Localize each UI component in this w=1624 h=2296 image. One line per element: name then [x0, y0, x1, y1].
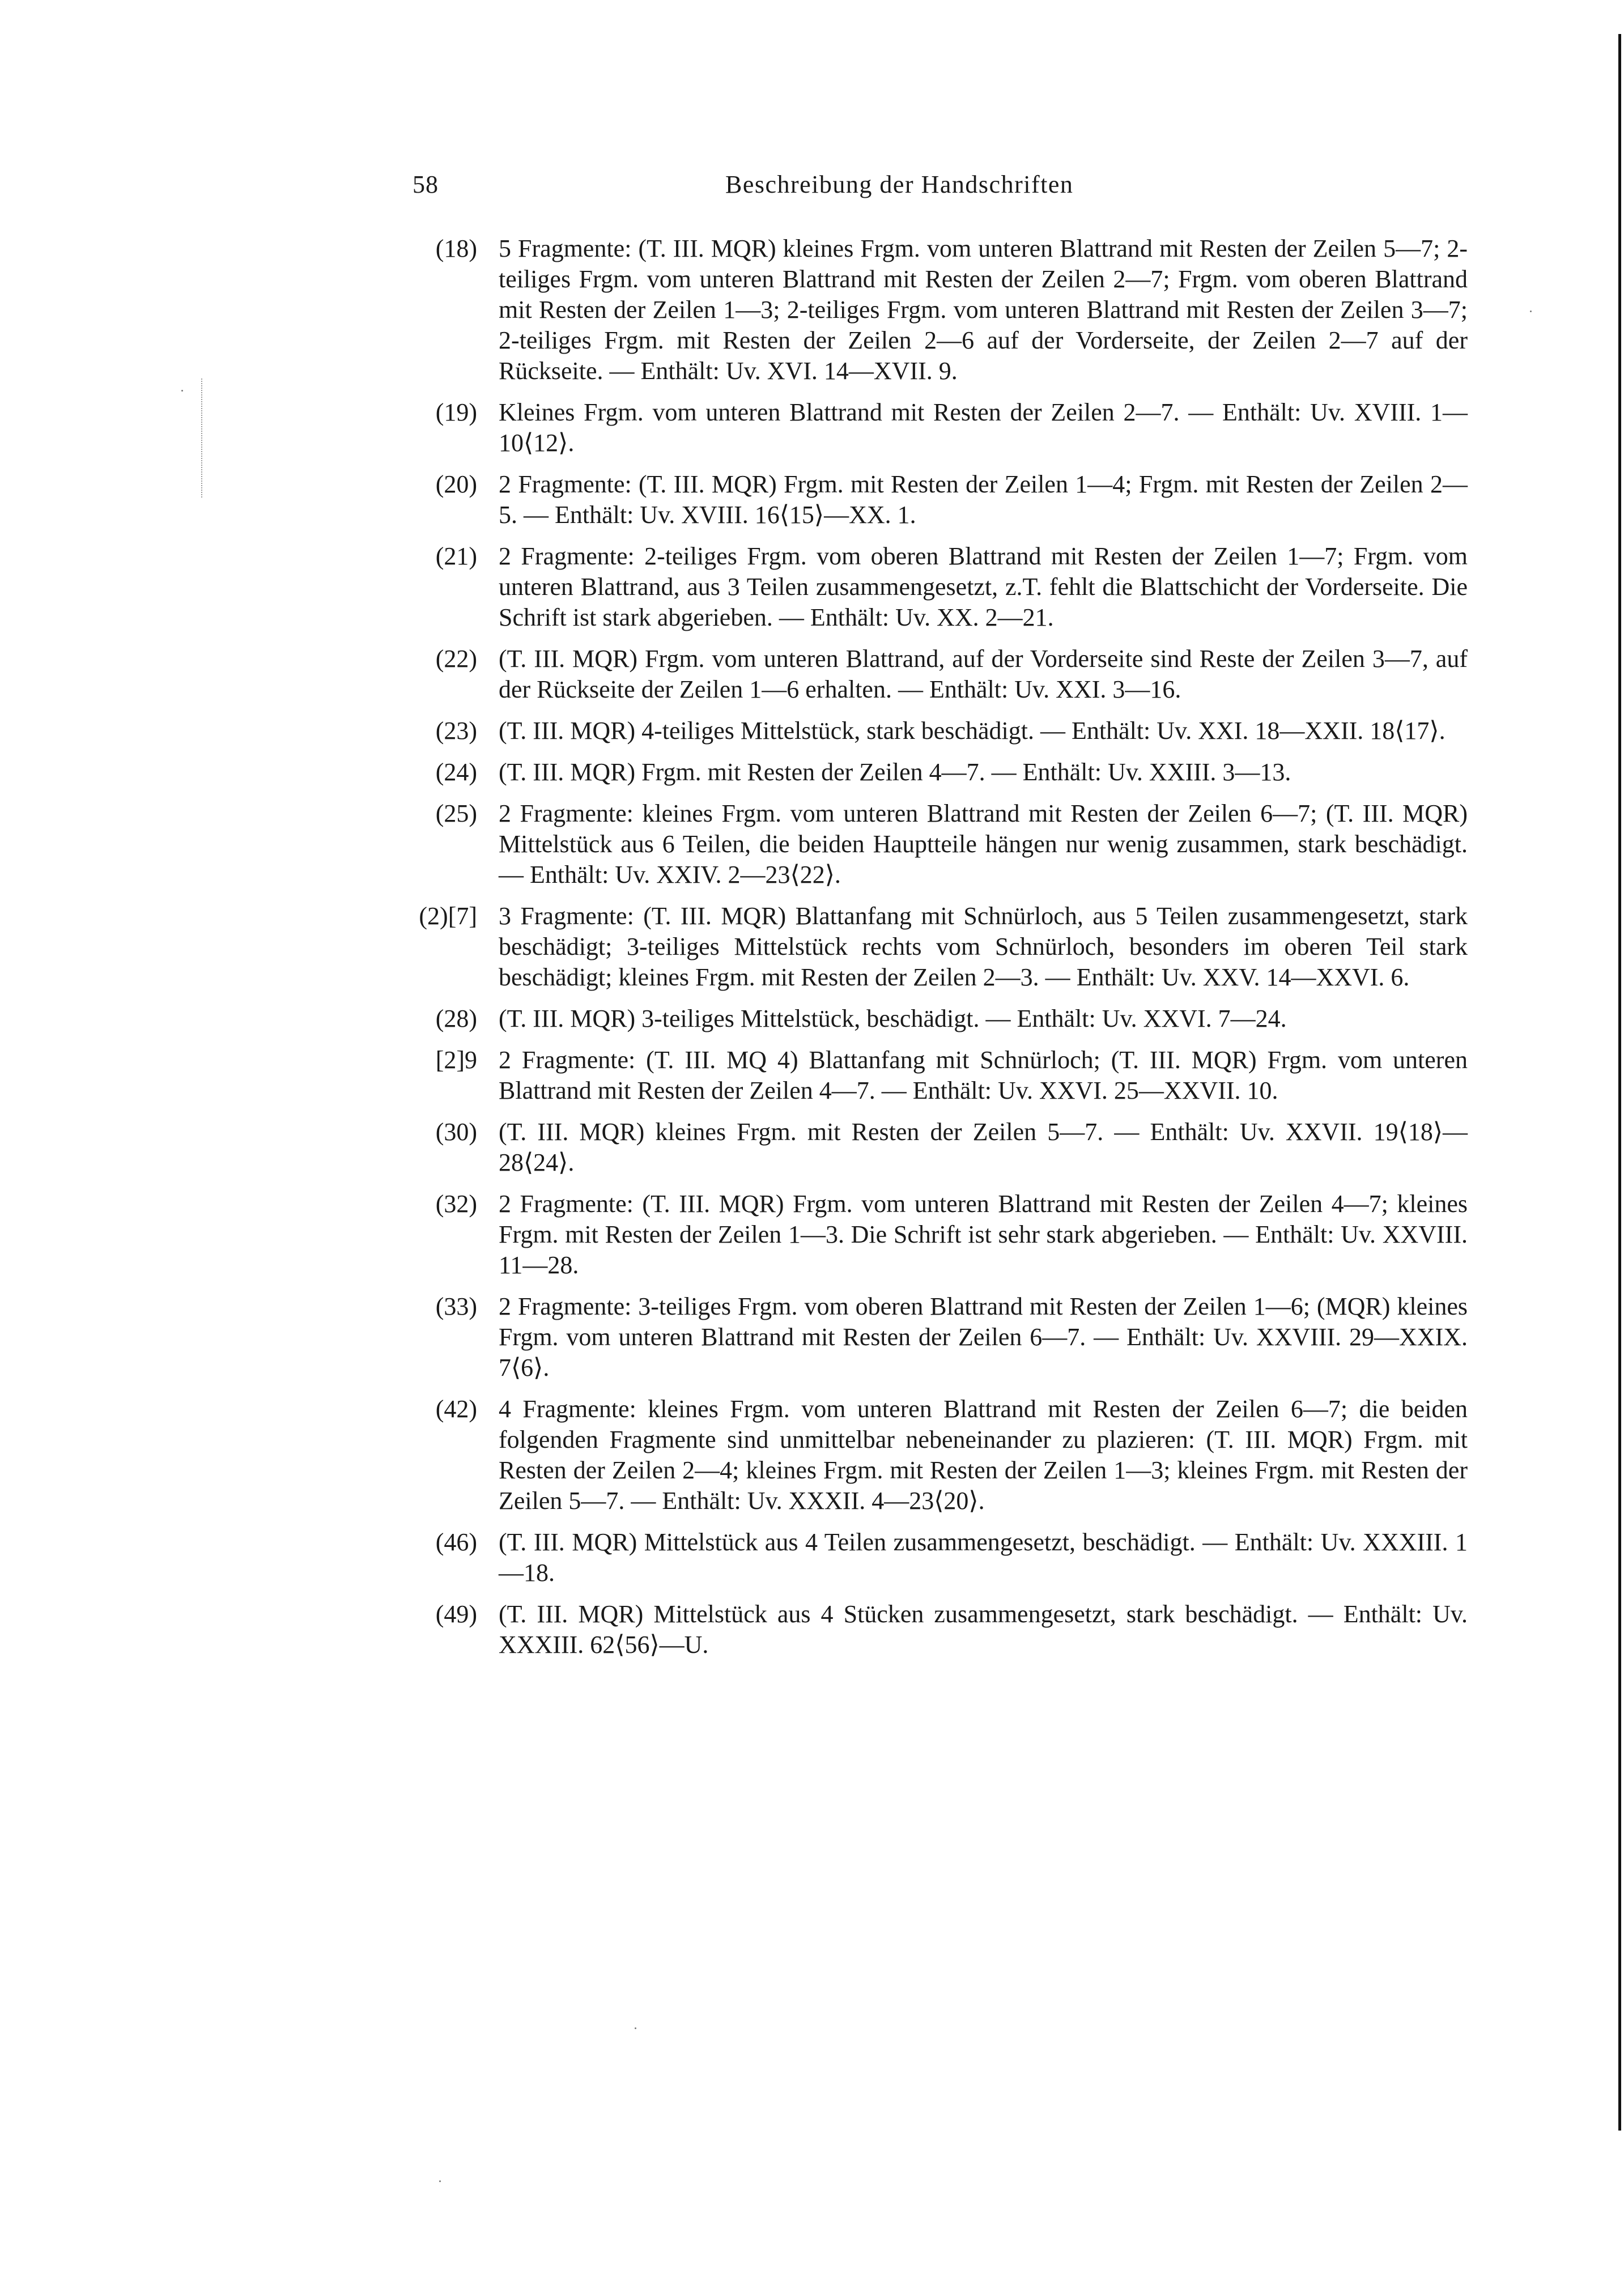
entry-20 [408, 469, 1468, 530]
entry-text: (T. III. MQR) Frgm. mit Resten der Zeilen 4—7. — Enthält: Uv. XXIII. 3—13. [499, 758, 1291, 786]
scan-speck [439, 2180, 441, 2182]
entry-22 [408, 644, 1468, 705]
entry-27 [408, 901, 1468, 993]
entry-29 [408, 1045, 1468, 1106]
entry-number: (19) [435, 398, 477, 426]
entry-text: (T. III. MQR) Mittelstück aus 4 Teilen zusammengesetzt, beschädigt. — Enthält: Uv. XXXIII. 1—18. [499, 1528, 1468, 1587]
entry-text: (T. III. MQR) 4-teiliges Mittelstück, stark beschädigt. — Enthält: Uv. XXI. 18—XXII. 18⟨17⟩. [499, 717, 1446, 745]
entry-number: (23) [435, 717, 477, 745]
entry-25 [408, 798, 1468, 890]
entry-text: 2 Fragmente: kleines Frgm. vom unteren Blattrand mit Resten der Zeilen 6—7; (T. III. MQR) Mittelstück aus 6 Teilen, die beiden Hauptteile hängen nur wenig zusammen, stark beschädigt. — Enthält: Uv. XXIV. 2—23⟨22⟩. [499, 800, 1468, 888]
scan-edge-rule [1618, 34, 1621, 2131]
entry-28 [408, 1004, 1468, 1034]
entry-text: 2 Fragmente: (T. III. MQ 4) Blattanfang mit Schnürloch; (T. III. MQR) Frgm. vom unteren Blattrand mit Resten der Zeilen 4—7. — Enthält: Uv. XXVI. 25—XXVII. 10. [499, 1046, 1468, 1104]
entry-24 [408, 757, 1468, 788]
entry-21 [408, 541, 1468, 633]
entry-30 [408, 1117, 1468, 1178]
scan-speck [1530, 311, 1532, 312]
entry-list [408, 233, 1468, 1671]
entry-number: (20) [435, 470, 477, 498]
entry-text: 5 Fragmente: (T. III. MQR) kleines Frgm. vom unteren Blattrand mit Resten der Zeilen 5—7; 2-teiliges Frgm. vom unteren Blattrand mit Resten der Zeilen 2—7; Frgm. vom oberen Blattrand mit Resten der Zeilen 1—3; 2-teiliges Frgm. vom unteren Blattrand mit Resten der Zeilen 3—7; 2-teiliges Frgm. mit Resten der Zeilen 2—6 auf der Vorderseite, der Zeilen 2—7 auf der Rückseite. — Enthält: Uv. XVI. 14—XVII. 9. [499, 235, 1468, 385]
scan-mark [201, 379, 203, 498]
entry-number: (24) [435, 758, 477, 786]
entry-text: Kleines Frgm. vom unteren Blattrand mit Resten der Zeilen 2—7. — Enthält: Uv. XVIII. 1—10⟨12⟩. [499, 398, 1468, 457]
entry-number: (30) [435, 1118, 477, 1146]
entry-46 [408, 1527, 1468, 1588]
entry-number: [2]9 [435, 1046, 477, 1074]
entry-text: 2 Fragmente: (T. III. MQR) Frgm. mit Resten der Zeilen 1—4; Frgm. mit Resten der Zeilen 2—5. — Enthält: Uv. XVIII. 16⟨15⟩—XX. 1. [499, 470, 1468, 529]
entry-33 [408, 1291, 1468, 1383]
entry-number: (18) [435, 235, 477, 262]
entry-32 [408, 1189, 1468, 1281]
entry-18 [408, 233, 1468, 386]
entry-19 [408, 397, 1468, 458]
entry-text: (T. III. MQR) Frgm. vom unteren Blattrand, auf der Vorderseite sind Reste der Zeilen 3—7, auf der Rückseite der Zeilen 1—6 erhalten. — Enthält: Uv. XXI. 3—16. [499, 645, 1468, 703]
entry-text: 4 Fragmente: kleines Frgm. vom unteren Blattrand mit Resten der Zeilen 6—7; die beiden folgenden Fragmente sind unmittelbar nebeneinander zu plazieren: (T. III. MQR) Frgm. mit Resten der Zeilen 2—4; kleines Frgm. mit Resten der Zeilen 1—3; kleines Frgm. mit Resten der Zeilen 5—7. — Enthält: Uv. XXXII. 4—23⟨20⟩. [499, 1395, 1468, 1515]
entry-text: (T. III. MQR) kleines Frgm. mit Resten der Zeilen 5—7. — Enthält: Uv. XXVII. 19⟨18⟩—28⟨24⟩. [499, 1118, 1468, 1176]
entry-number: (21) [435, 542, 477, 570]
scan-speck [635, 2027, 636, 2029]
entry-number: (32) [435, 1190, 477, 1218]
entry-42 [408, 1394, 1468, 1516]
entry-number: (2)[7] [419, 902, 477, 930]
entry-number: (28) [435, 1005, 477, 1032]
entry-number: (42) [435, 1395, 477, 1423]
entry-text: (T. III. MQR) Mittelstück aus 4 Stücken zusammengesetzt, stark beschädigt. — Enthält: Uv. XXXIII. 62⟨56⟩—U. [499, 1600, 1468, 1659]
running-head: Beschreibung der Handschriften [725, 171, 1074, 198]
entry-number: (33) [435, 1292, 477, 1320]
entry-number: (25) [435, 800, 477, 827]
entry-text: 2 Fragmente: 2-teiliges Frgm. vom oberen Blattrand mit Resten der Zeilen 1—7; Frgm. vom unteren Blattrand, aus 3 Teilen zusammengesetzt, z.T. fehlt die Blattschicht der Vorderseite. Die Schrift ist stark abgerieben. — Enthält: Uv. XX. 2—21. [499, 542, 1468, 631]
entry-number: (46) [435, 1528, 477, 1556]
entry-49 [408, 1599, 1468, 1660]
scan-speck [181, 390, 183, 392]
entry-number: (22) [435, 645, 477, 673]
entry-23 [408, 716, 1468, 746]
page-number: 58 [413, 171, 439, 198]
entry-number: (49) [435, 1600, 477, 1628]
entry-text: 2 Fragmente: 3-teiliges Frgm. vom oberen Blattrand mit Resten der Zeilen 1—6; (MQR) kleines Frgm. vom unteren Blattrand mit Resten der Zeilen 6—7. — Enthält: Uv. XXVIII. 29—XXIX. 7⟨6⟩. [499, 1292, 1468, 1381]
entry-text: (T. III. MQR) 3-teiliges Mittelstück, beschädigt. — Enthält: Uv. XXVI. 7—24. [499, 1005, 1287, 1032]
entry-text: 3 Fragmente: (T. III. MQR) Blattanfang mit Schnürloch, aus 5 Teilen zusammengesetzt, stark beschädigt; 3-teiliges Mittelstück rechts vom Schnürloch, besonders im oberen Teil stark beschädigt; kleines Frgm. mit Resten der Zeilen 2—3. — Enthält: Uv. XXV. 14—XXVI. 6. [499, 902, 1468, 991]
entry-text: 2 Fragmente: (T. III. MQR) Frgm. vom unteren Blattrand mit Resten der Zeilen 4—7; kleines Frgm. mit Resten der Zeilen 1—3. Die Schrift ist sehr stark abgerieben. — Enthält: Uv. XXVIII. 11—28. [499, 1190, 1468, 1279]
